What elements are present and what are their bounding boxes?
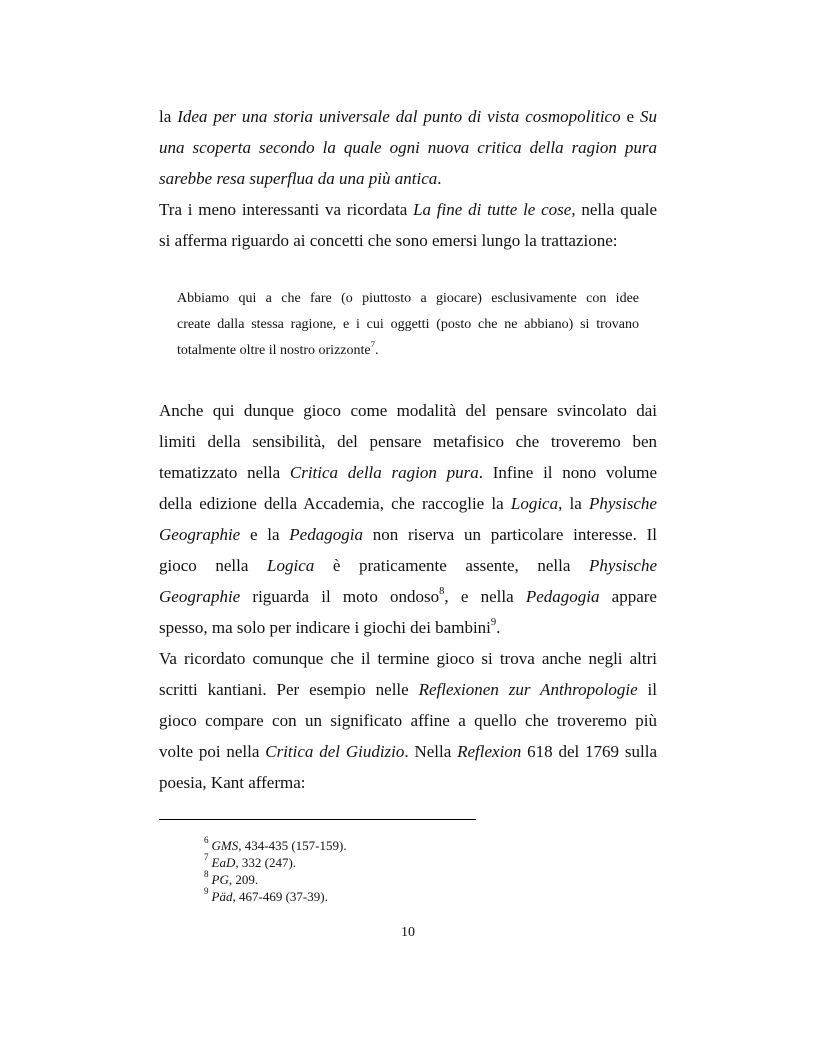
body-line: Va ricordato comunque che il termine gioco si trova anche negli altri [159, 649, 657, 668]
footnote: $^9$ Päd, 467-469 (37-39). [204, 886, 328, 904]
body-line: gioco compare con un significato affine a quello che troveremo più [159, 711, 657, 730]
body-line: Tra i meno interessanti va ricordata La fine di tutte le cose, nella quale [159, 200, 658, 219]
title-italic: Critica del Giudizio [265, 742, 405, 761]
footnote-separator [159, 819, 476, 820]
title-italic: Logica [267, 556, 315, 575]
block-quote-line: totalmente oltre il nostro orizzonte$^7$. [177, 339, 379, 358]
body-line: scritti kantiani. Per esempio nelle Reflexionen zur Anthropologie il [159, 680, 658, 699]
body-line [159, 138, 657, 158]
title-italic: Geographie [159, 525, 241, 544]
title-italic: Pedagogia [289, 525, 363, 544]
title-italic: La fine di tutte le cose, [413, 200, 576, 219]
title-italic: Physische [589, 556, 657, 575]
block-quote-line: create dalla stessa ragione, e i cui oggetti (posto che ne abbiano) si trovano [177, 317, 639, 332]
body-line: Geographie riguarda il moto ondoso$^8$, e nella Pedagogia appare [159, 585, 657, 606]
title-italic: Physische [589, 494, 657, 513]
body-line: spesso, ma solo per indicare i giochi dei bambini$^9$. [159, 616, 501, 637]
body-line: poesia, Kant afferma: [159, 773, 306, 792]
body-line: Anche qui dunque gioco come modalità del pensare svincolato dai [159, 401, 657, 420]
footnote: $^6$ GMS, 434-435 (157-159). [204, 835, 347, 853]
footnote-ref: 8 [439, 585, 445, 597]
title-italic: Su [640, 107, 657, 126]
footnote: $^7$ EaD, 332 (247). [204, 852, 297, 870]
footnote: $^8$ PG, 209. [204, 869, 259, 887]
title-italic: Logica [510, 494, 559, 513]
footnote-ref: 9 [490, 616, 497, 628]
title-italic: sarebbe resa superflua da una più antica [159, 169, 438, 188]
title-italic: Idea per una storia universale dal punto di vista cosmopolitico [177, 107, 621, 126]
body-line: la Idea per una storia universale dal punto di vista cosmopolitico e Su [159, 107, 657, 126]
block-quote-line: Abbiamo qui a che fare (o piuttosto a giocare) esclusivamente con idee [177, 291, 639, 306]
title-italic: una scoperta secondo la quale ogni nuova critica della ragion pura [159, 138, 657, 157]
body-line: sarebbe resa superflua da una più antica. [159, 169, 442, 188]
body-line: Geographie e la Pedagogia non riserva un particolare interesse. Il [159, 525, 657, 544]
body-line: si afferma riguardo ai concetti che sono emersi lungo la trattazione: [159, 231, 618, 250]
title-italic: Pedagogia [525, 587, 600, 606]
title-italic: Reflexion [457, 742, 522, 761]
body-line: tematizzato nella Critica della ragion pura. Infine il nono volume [159, 463, 657, 482]
title-italic: Reflexionen zur Anthropologie [418, 680, 638, 699]
footnote-ref: 7 [370, 339, 375, 350]
title-italic: Geographie [159, 587, 241, 606]
page-number: 10 [401, 925, 415, 940]
body-line: volte poi nella Critica del Giudizio. Nella Reflexion 618 del 1769 sulla [159, 742, 657, 761]
body-line: gioco nella Logica è praticamente assente, nella Physische [159, 556, 657, 575]
title-italic: Critica della ragion pura [289, 463, 479, 482]
body-line: limiti della sensibilità, del pensare metafisico che troveremo ben [159, 432, 657, 451]
body-line: della edizione della Accademia, che raccoglie la Logica, la Physische [159, 494, 657, 513]
